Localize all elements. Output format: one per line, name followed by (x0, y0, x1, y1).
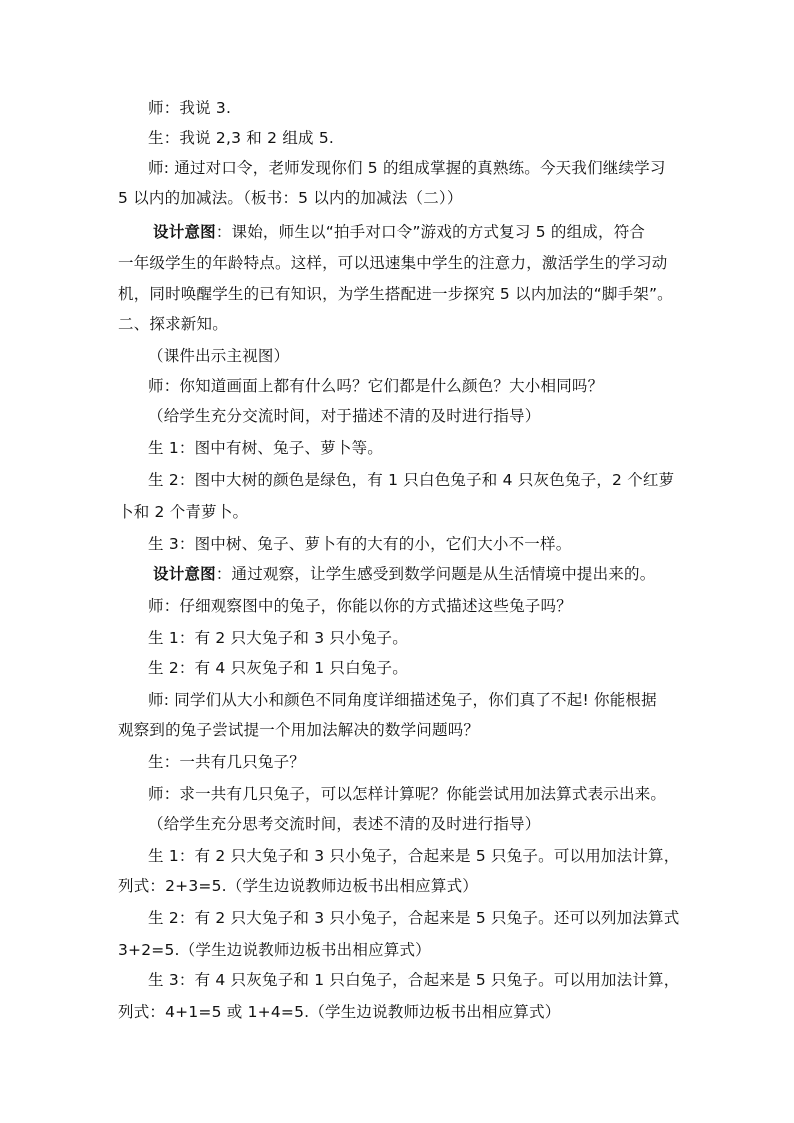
design-intent-line (153, 563, 655, 585)
text-line: 生 2：有 2 只大兔子和 3 只小兔子，合起来是 5 只兔子。还可以列加法算式 (148, 909, 680, 927)
text-line: 生 3：有 4 只灰兔子和 1 只白兔子，合起来是 5 只兔子。可以用加法计算， (148, 971, 680, 989)
design-intent-label: 设计意图 (153, 565, 216, 583)
text-line: 5 以内的加减法。（板书：5 以内的加减法（二）） (118, 189, 463, 207)
text-line: 师：仔细观察图中的兔子，你能以你的方式描述这些兔子吗？ (148, 597, 572, 615)
text-line: 生 1：有 2 只大兔子和 3 只小兔子，合起来是 5 只兔子。可以用加法计算， (148, 847, 680, 865)
text-line: 观察到的兔子尝试提一个用加法解决的数学问题吗？ (118, 721, 480, 739)
text-line: 师: 通过对口令，老师发现你们 5 的组成掌握的真熟练。今天我们继续学习 (148, 159, 666, 177)
text-line: 师：你知道画面上都有什么吗？它们都是什么颜色？大小相同吗？ (148, 377, 604, 395)
text-line: 列式：4+1=5 或 1+4=5.（学生边说教师边板书出相应算式） (118, 1003, 561, 1021)
text-line: 生：我说 2,3 和 2 组成 5. (148, 129, 335, 147)
text-line: （给学生充分交流时间，对于描述不清的及时进行指导） (148, 407, 541, 425)
text-line: 3+2=5.（学生边说教师边板书出相应算式） (118, 941, 431, 959)
design-intent-text: ：课始，师生以“拍手对口令”游戏的方式复习 5 的组成，符合 (215, 223, 646, 241)
text-line: 师: 同学们从大小和颜色不同角度详细描述兔子，你们真了不起! 你能根据 (148, 691, 657, 709)
text-line: 生 1：有 2 只大兔子和 3 只小兔子。 (148, 629, 408, 647)
text-line: 卜和 2 个青萝卜。 (118, 503, 249, 521)
text-line: 列式：2+3=5.（学生边说教师边板书出相应算式） (118, 877, 478, 895)
text-line: 生：一共有几只兔子？ (148, 753, 306, 771)
text-line: 师：求一共有几只兔子，可以怎样计算呢？你能尝试用加法算式表示出来。 (148, 785, 667, 803)
design-intent-label: 设计意图 (153, 223, 216, 241)
text-line: 机，同时唤醒学生的已有知识，为学生搭配进一步探究 5 以内加法的“脚手架”。 (118, 285, 673, 303)
text-line: 生 3：图中树、兔子、萝卜有的大有的小，它们大小不一样。 (148, 535, 572, 553)
text-line: 生 1：图中有树、兔子、萝卜等。 (148, 439, 383, 457)
section-heading: 二、探求新知。 (118, 315, 228, 333)
text-line: 师：我说 3. (148, 99, 232, 117)
text-line: 生 2：图中大树的颜色是绿色，有 1 只白色兔子和 4 只灰色兔子，2 个红萝 (148, 471, 675, 489)
text-line: 一年级学生的年龄特点。这样，可以迅速集中学生的注意力，激活学生的学习动 (118, 254, 668, 272)
text-line: 生 2：有 4 只灰兔子和 1 只白兔子。 (148, 659, 408, 677)
design-intent-line (153, 221, 645, 243)
text-line: （给学生充分思考交流时间，表述不清的及时进行指导） (148, 815, 541, 833)
design-intent-text: ：通过观察，让学生感受到数学问题是从生活情境中提出来的。 (215, 565, 656, 583)
text-line: （课件出示主视图） (148, 347, 290, 365)
